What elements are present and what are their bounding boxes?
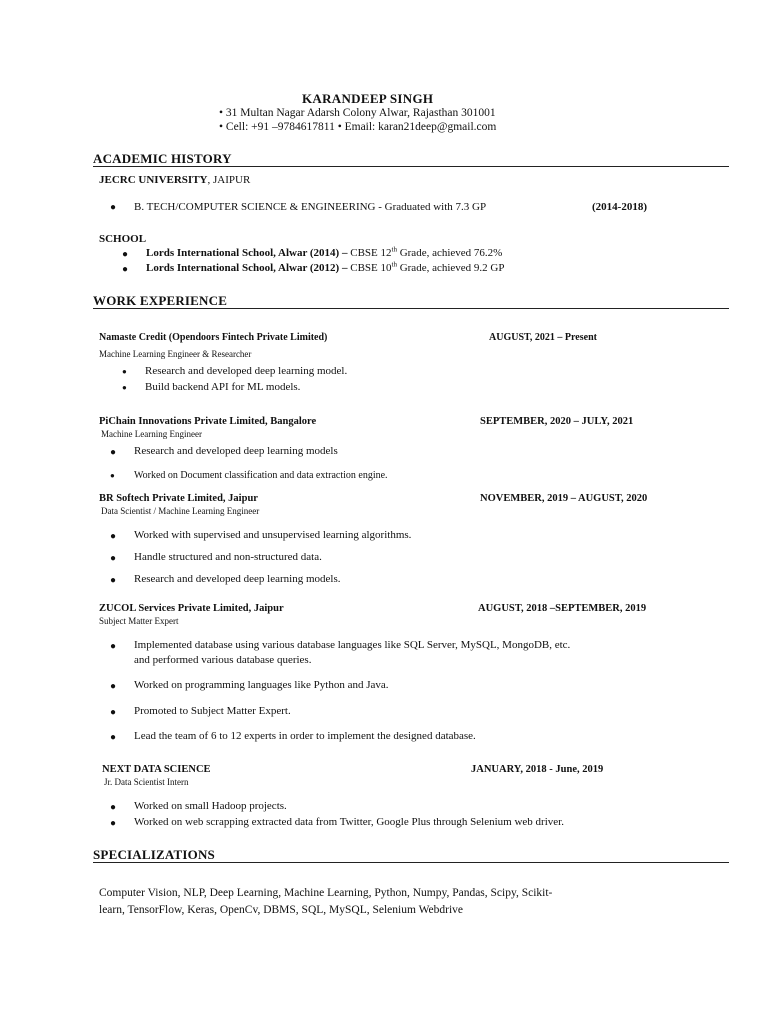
school-result: Grade, achieved 9.2 GP: [396, 262, 505, 274]
bullet-icon: ●: [110, 681, 117, 692]
specializations-line: learn, TensorFlow, Keras, OpenCv, DBMS, SQL, MySQL, Selenium Webdrive: [99, 904, 464, 916]
degree-text: B. TECH/COMPUTER SCIENCE & ENGINEERING - Graduated with 7.3 GP: [134, 201, 487, 213]
bullet-icon: ●: [110, 447, 117, 458]
bullet-icon: ●: [122, 264, 129, 275]
bullet-icon: ●: [110, 553, 117, 564]
university-line: [99, 174, 250, 186]
job-bullet: Build backend API for ML models.: [145, 381, 301, 393]
university-name: JECRC UNIVERSITY: [99, 174, 208, 186]
job-role: Machine Learning Engineer & Researcher: [99, 349, 252, 359]
university-city: , JAIPUR: [207, 174, 251, 186]
bullet-icon: ●: [110, 707, 117, 718]
bullet-icon: ●: [122, 367, 127, 376]
school-item: [146, 262, 504, 274]
job-bullet: Worked on web scrapping extracted data from Twitter, Google Plus through Selenium web driver.: [134, 816, 564, 828]
job-bullet-continued: and performed various database queries.: [134, 654, 312, 666]
job-role: Machine Learning Engineer: [101, 429, 202, 439]
school-grade: CBSE 12: [350, 247, 392, 259]
job-company: BR Softech Private Limited, Jaipur: [99, 493, 258, 504]
address-line: • 31 Multan Nagar Adarsh Colony Alwar, Rajasthan 301001: [219, 107, 496, 119]
section-title-specializations: SPECIALIZATIONS: [93, 847, 215, 862]
section-title-work: WORK EXPERIENCE: [93, 293, 228, 308]
job-bullet: Research and developed deep learning models: [134, 445, 338, 457]
job-bullet: Research and developed deep learning model.: [145, 365, 348, 377]
job-bullet: Research and developed deep learning models.: [134, 573, 341, 585]
job-company: Namaste Credit (Opendoors Fintech Private Limited): [99, 332, 328, 343]
job-bullet: Worked with supervised and unsupervised learning algorithms.: [134, 529, 412, 541]
school-grade-suffix: th: [391, 260, 397, 269]
section-divider: [93, 862, 729, 863]
job-bullet: Implemented database using various database languages like SQL Server, MySQL, MongoDB, etc.: [134, 639, 571, 651]
bullet-icon: ●: [110, 202, 117, 213]
job-company: PiChain Innovations Private Limited, Bangalore: [99, 416, 317, 427]
bullet-icon: ●: [110, 575, 117, 586]
bullet-icon: ●: [110, 471, 115, 480]
job-dates: AUGUST, 2018 –SEPTEMBER, 2019: [478, 603, 647, 614]
school-grade-suffix: th: [391, 245, 397, 254]
school-grade: CBSE 10: [350, 262, 392, 274]
job-bullet: Worked on Document classification and data extraction engine.: [134, 470, 388, 481]
degree-years: (2014-2018): [592, 201, 647, 213]
specializations-line: Computer Vision, NLP, Deep Learning, Machine Learning, Python, Numpy, Pandas, Scipy, Scikit-: [99, 887, 553, 899]
job-dates: JANUARY, 2018 - June, 2019: [471, 764, 604, 775]
bullet-icon: ●: [110, 641, 117, 652]
job-bullet: Handle structured and non-structured data.: [134, 551, 322, 563]
candidate-name: KARANDEEP SINGH: [302, 91, 434, 106]
job-dates: SEPTEMBER, 2020 – JULY, 2021: [480, 416, 634, 427]
job-company: ZUCOL Services Private Limited, Jaipur: [99, 603, 284, 614]
bullet-icon: ●: [122, 249, 129, 260]
job-role: Subject Matter Expert: [99, 616, 179, 626]
section-divider: [93, 166, 729, 167]
job-role: Jr. Data Scientist Intern: [104, 777, 189, 787]
section-title-academic: ACADEMIC HISTORY: [93, 151, 232, 166]
bullet-icon: ●: [110, 802, 117, 813]
job-bullet: Lead the team of 6 to 12 experts in order to implement the designed database.: [134, 730, 476, 742]
contact-line: • Cell: +91 –9784617811 • Email: karan21deep@gmail.com: [219, 121, 497, 133]
bullet-icon: ●: [110, 531, 117, 542]
job-dates: AUGUST, 2021 – Present: [489, 332, 597, 343]
bullet-icon: ●: [110, 818, 117, 829]
bullet-icon: ●: [110, 732, 117, 743]
school-item: [146, 247, 502, 259]
school-name: Lords International School, Alwar (2014) –: [146, 247, 351, 259]
job-company: NEXT DATA SCIENCE: [102, 764, 211, 775]
job-bullet: Promoted to Subject Matter Expert.: [134, 705, 291, 717]
school-label: SCHOOL: [99, 233, 147, 245]
job-dates: NOVEMBER, 2019 – AUGUST, 2020: [480, 493, 648, 504]
job-role: Data Scientist / Machine Learning Engineer: [101, 506, 260, 516]
school-result: Grade, achieved 76.2%: [396, 247, 503, 259]
job-bullet: Worked on programming languages like Python and Java.: [134, 679, 389, 691]
section-divider: [93, 308, 729, 309]
school-name: Lords International School, Alwar (2012) –: [146, 262, 351, 274]
job-bullet: Worked on small Hadoop projects.: [134, 800, 287, 812]
bullet-icon: ●: [122, 383, 127, 392]
